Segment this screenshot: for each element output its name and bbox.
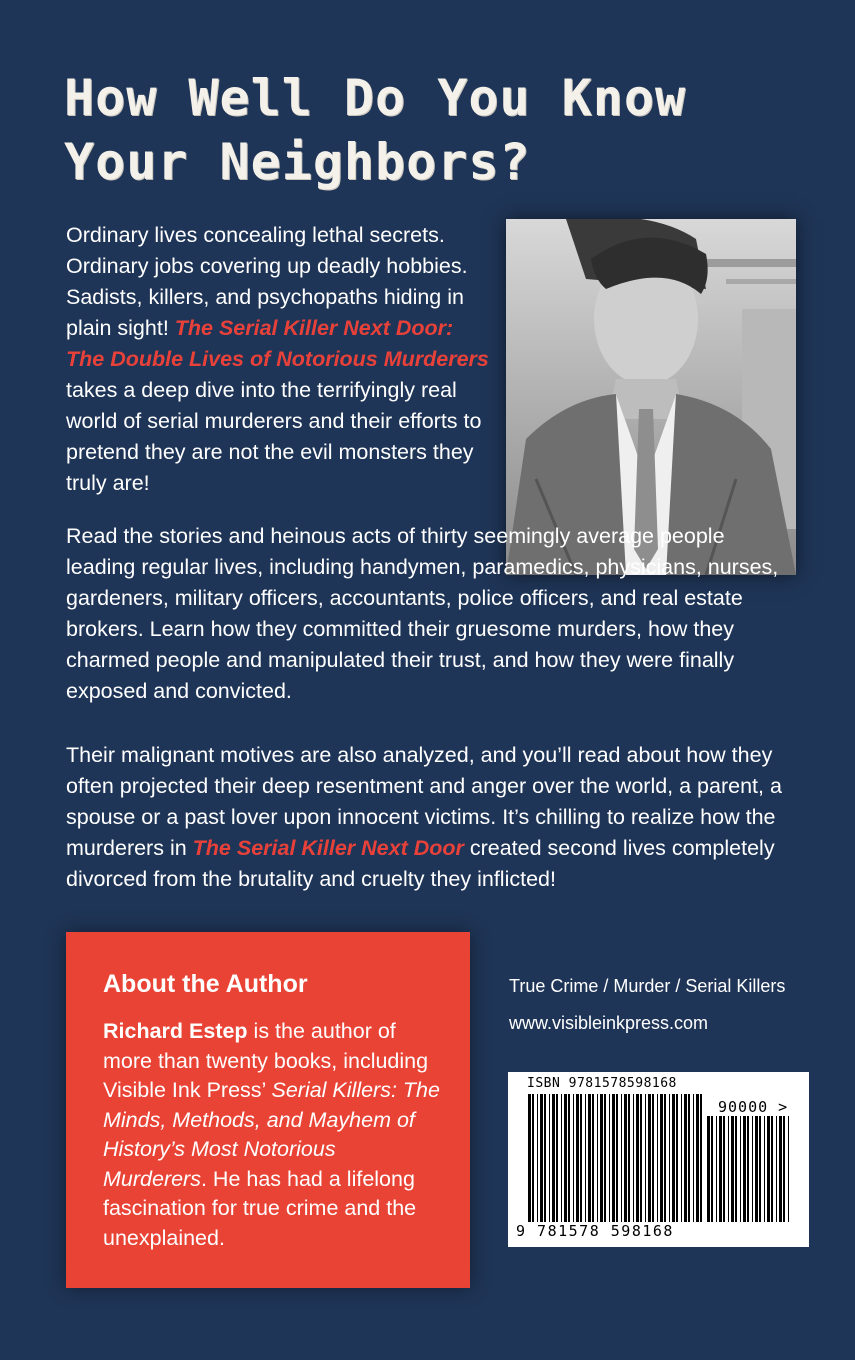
about-author-heading: About the Author [103,970,308,998]
about-author-box [66,932,470,1288]
isbn-barcode [508,1072,809,1247]
author-bio-text: is the author of more than twenty books, including Visible Ink Press’ [103,1019,429,1102]
author-name: Richard Estep [103,1019,248,1043]
book-title: The Serial Killer Next Door [192,836,464,860]
author-bio-text: . He has had a lifelong fascination for true crime and the unexplained. [103,1166,417,1250]
headline-line-2: Your Neighbors? [64,133,531,191]
price-code: 90000 > [718,1098,789,1116]
isbn-digits: 9 781578 598168 [516,1222,674,1240]
barcode-bars-addon [707,1116,793,1222]
description-text: Read the stories and heinous acts of thirty seemingly average people leading regular lives, including handymen, paramedics, physicians, nurses, gardeners, military officers, accountants, police officers, and real estate brokers. Learn how they committed their gruesome murders, how they charmed people and manipulated their trust, and how they were finally exposed and convicted. [66,524,779,703]
category-label: True Crime / Murder / Serial Killers [509,976,786,996]
description-paragraph-2 [66,521,796,707]
headline-line-1: How Well Do You Know [64,69,687,127]
barcode-bars-main [528,1094,704,1222]
book-title: The Serial Killer Next Door: The Double Lives of Notorious Murderers [66,316,489,371]
website-link[interactable]: www.visibleinkpress.com [509,1013,709,1033]
description-text: created second lives completely divorced from the brutality and cruelty they inflicted! [66,836,775,891]
author-book-title: Serial Killers: The Minds, Methods, and Mayhem of History’s Most Notorious Murderers [103,1078,440,1191]
description-text: Their malignant motives are also analyzed, and you’ll read about how they often projected their deep resentment and anger over the world, a parent, a spouse or a past lover upon innocent victims. It’s chilling to realize how the murderers in [66,743,782,860]
description-paragraph-3 [66,740,796,895]
description-text: Ordinary lives concealing lethal secrets. Ordinary jobs covering up deadly hobbies. Sadists, killers, and psychopaths hiding in plain sight! [66,223,468,340]
description-text: takes a deep dive into the terrifyingly real world of serial murderers and their efforts to pretend they are not the evil monsters they truly are! [66,378,482,495]
headline [64,66,824,194]
isbn-label: ISBN 9781578598168 [527,1076,677,1091]
about-author-text [103,1017,443,1253]
description-paragraph-1 [66,220,496,499]
